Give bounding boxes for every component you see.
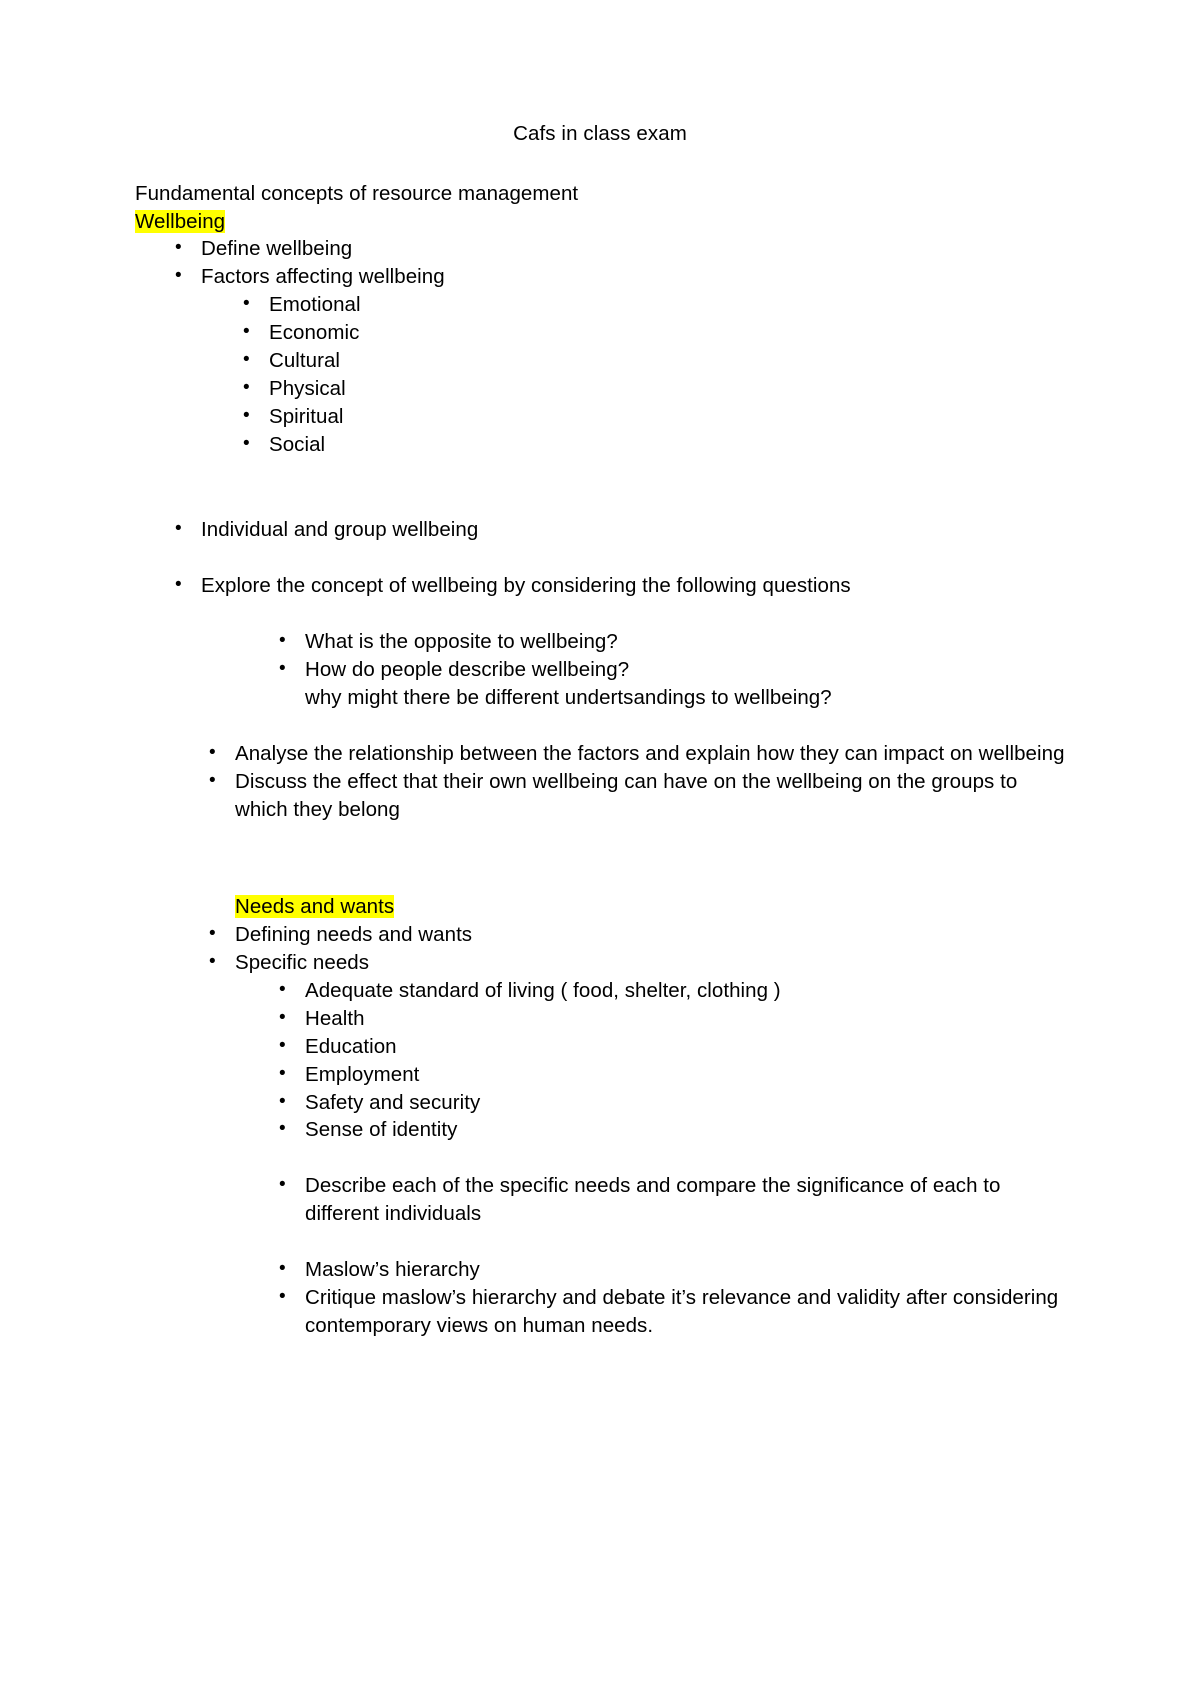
page-title: Cafs in class exam [513, 122, 687, 145]
wellbeing-explore-list [175, 572, 1065, 600]
list-item-label: Describe each of the specific needs and compare the significance of each to different individuals [305, 1174, 1001, 1226]
bullet-icon: • [243, 321, 250, 343]
list-item-label: Social [269, 432, 326, 456]
bullet-icon: • [243, 348, 250, 370]
question-sub-line: why might there be different undertsandings to wellbeing? [305, 685, 832, 709]
list-item-label: Emotional [269, 293, 361, 317]
list-item [279, 628, 1065, 656]
list-item-label: Physical [269, 376, 346, 400]
bullet-icon: • [175, 518, 182, 540]
highlight-needs-and-wants: Needs and wants [235, 895, 395, 919]
list-item-label: Sense of identity [305, 1118, 458, 1142]
spacer [135, 600, 1065, 628]
list-item-label: Spiritual [269, 404, 344, 428]
list-item-label: Cultural [269, 348, 341, 372]
bullet-icon: • [279, 1258, 286, 1280]
bullet-icon: • [209, 741, 216, 763]
spacer [135, 712, 1065, 740]
specific-needs-list [279, 977, 1065, 1144]
list-item [279, 1116, 1065, 1144]
list-item [279, 1005, 1065, 1033]
list-item [279, 1033, 1065, 1061]
list-item-label: Economic [269, 321, 360, 345]
section-heading-needs-and-wants [235, 893, 1065, 921]
list-item-label: Discuss the effect that their own wellbeing can have on the wellbeing on the groups to which they belong [235, 769, 1018, 821]
bullet-icon: • [209, 769, 216, 791]
bullet-icon: • [243, 293, 250, 315]
list-item-label: Individual and group wellbeing [201, 518, 479, 542]
list-item-label: Maslow’s hierarchy [305, 1258, 480, 1282]
intro-line: Fundamental concepts of resource management [135, 181, 579, 205]
bullet-icon: • [279, 1006, 286, 1028]
wellbeing-analysis-list [209, 740, 1065, 824]
list-item [243, 431, 1065, 459]
highlight-wellbeing: Wellbeing [135, 209, 226, 233]
list-item-label: Explore the concept of wellbeing by considering the following questions [201, 574, 851, 598]
list-item [209, 949, 1065, 977]
bullet-icon: • [279, 1062, 286, 1084]
bullet-icon: • [279, 658, 286, 680]
list-item-label: Adequate standard of living ( food, shelter, clothing ) [305, 979, 781, 1003]
bullet-icon: • [279, 979, 286, 1001]
list-item-label: Critique maslow’s hierarchy and debate it’s relevance and validity after considering contemporary views on human needs. [305, 1285, 1059, 1337]
list-item-label: Specific needs [235, 951, 370, 975]
list-item [279, 1284, 1065, 1340]
bullet-icon: • [279, 1034, 286, 1056]
bullet-icon: • [243, 432, 250, 454]
list-item-label: Education [305, 1034, 397, 1058]
wellbeing-group-list [175, 516, 1065, 544]
list-item [209, 768, 1065, 824]
wellbeing-top-list [175, 235, 1065, 291]
list-item [279, 1172, 1065, 1228]
bullet-icon: • [279, 1174, 286, 1196]
wellbeing-factors-list [243, 291, 1065, 458]
spacer [135, 544, 1065, 572]
list-item [243, 347, 1065, 375]
bullet-icon: • [279, 1118, 286, 1140]
list-item [279, 656, 1065, 712]
needs-top-list [209, 921, 1065, 977]
list-item-label: Health [305, 1006, 365, 1030]
list-item-label: Employment [305, 1062, 420, 1086]
list-item-label: Analyse the relationship between the factors and explain how they can impact on wellbeing [235, 741, 1065, 765]
wellbeing-questions-list [279, 628, 1065, 712]
describe-needs-list [279, 1172, 1065, 1228]
list-item [175, 516, 1065, 544]
bullet-icon: • [175, 237, 182, 259]
spacer [135, 1144, 1065, 1172]
list-item-label: Factors affecting wellbeing [201, 265, 445, 289]
list-item [209, 921, 1065, 949]
bullet-icon: • [279, 1090, 286, 1112]
list-item [175, 235, 1065, 263]
list-item [279, 1089, 1065, 1117]
bullet-icon: • [243, 404, 250, 426]
bullet-icon: • [243, 376, 250, 398]
maslow-list [279, 1256, 1065, 1340]
bullet-icon: • [175, 265, 182, 287]
bullet-icon: • [279, 1285, 286, 1307]
section-heading-wellbeing [135, 208, 1065, 236]
bullet-icon: • [209, 923, 216, 945]
bullet-icon: • [279, 630, 286, 652]
bullet-icon: • [209, 951, 216, 973]
list-item-label: Define wellbeing [201, 237, 353, 261]
list-item [209, 740, 1065, 768]
list-item-label: Defining needs and wants [235, 923, 473, 947]
list-item [175, 572, 1065, 600]
list-item [243, 319, 1065, 347]
spacer [135, 1228, 1065, 1256]
list-item [243, 403, 1065, 431]
bullet-icon: • [175, 574, 182, 596]
list-item [279, 1256, 1065, 1284]
list-item [279, 1061, 1065, 1089]
list-item [279, 977, 1065, 1005]
list-item-label: What is the opposite to wellbeing? [305, 630, 618, 654]
list-item-label: How do people describe wellbeing? [305, 658, 630, 682]
list-item [175, 263, 1065, 291]
spacer [135, 458, 1065, 516]
spacer [135, 881, 1065, 893]
spacer [135, 823, 1065, 881]
list-item [243, 375, 1065, 403]
list-item-label: Safety and security [305, 1090, 481, 1114]
list-item [243, 291, 1065, 319]
